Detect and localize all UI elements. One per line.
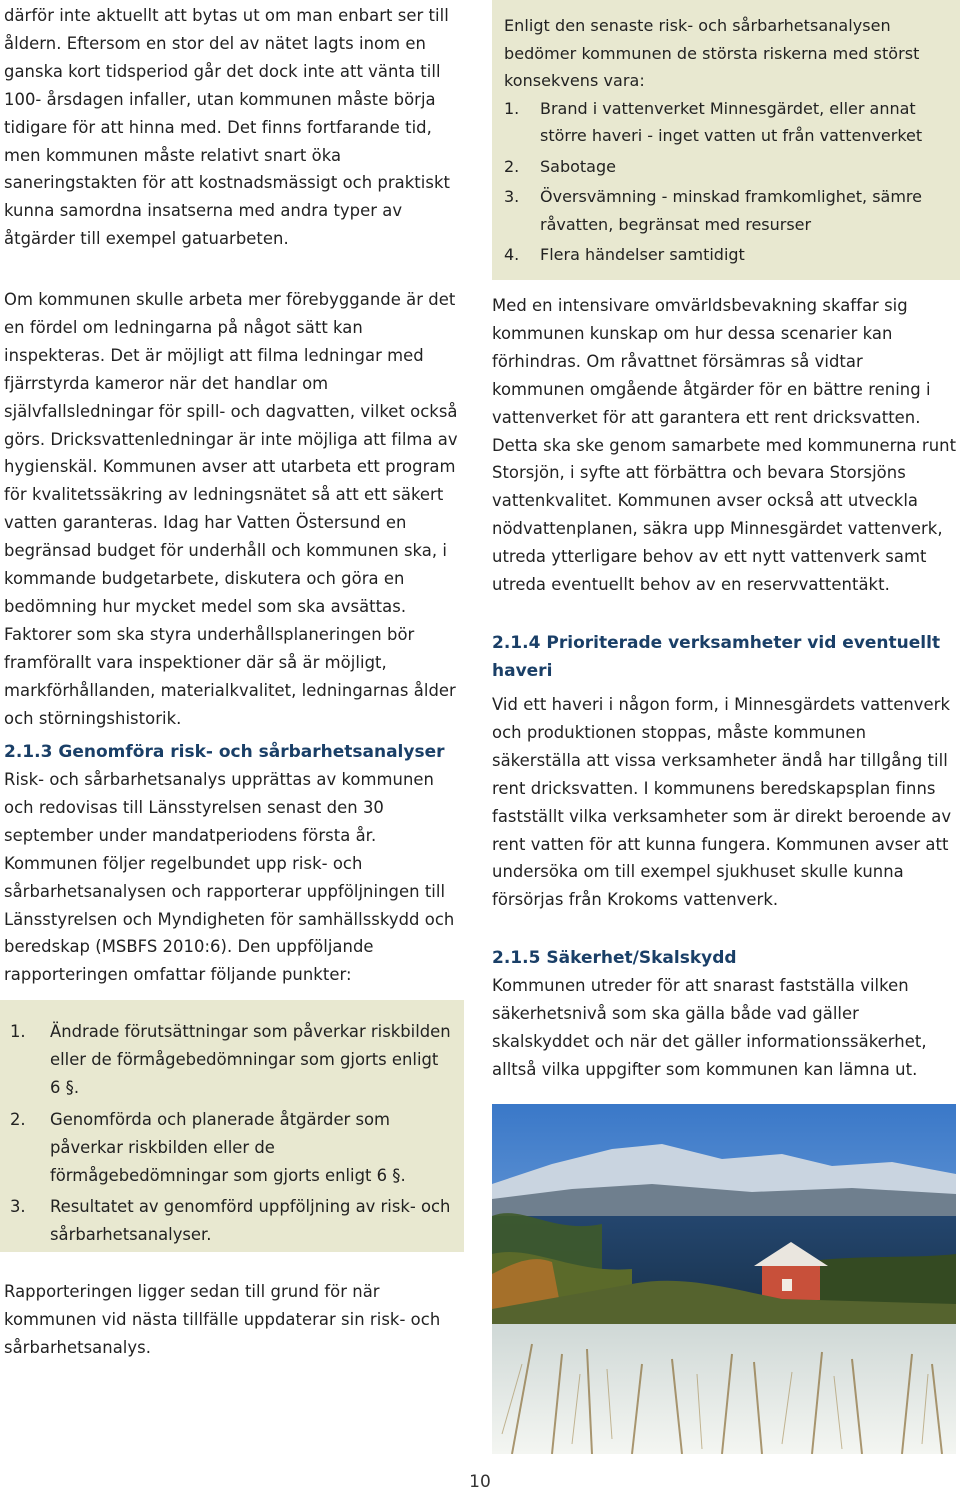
reporting-points-list	[6, 1018, 452, 1249]
left-paragraph-2: Om kommunen skulle arbeta mer förebyggande är det en fördel om ledningarna på något sätt kan inspekteras. Det är möjligt att filma ledningar med fjärrstyrda kameror när det handlar om självfallsledningar för spill- och dagvatten, vilket också görs. Dricksvattenledningar är inte möjliga att filma av hygienskäl. Kommunen avser att utarbeta ett program för kvalitetssäkring av ledningsnätet så att ett säkert vatten garanteras. Idag har Vatten Östersund en begränsad budget för underhåll och kommunen ska, i kommande budgetarbete, diskutera och göra en bedömning hur mycket medel som ska avsättas. Faktorer som ska styra underhållsplaneringen bör framförallt vara inspektioner där så är möjligt, markförhållanden, materialkvalitet, ledningarnas ålder och störningshistorik.	[4, 290, 458, 728]
section-2-1-4-body: Vid ett haveri i någon form, i Minnesgärdets vattenverk och produktionen stoppas, måste kommunen säkerställa att vissa verksamheter ändå har tillgång till rent dricksvatten. I kommunens beredskapsplan finns fastställt vilka verksamheter som är direkt beroende av rent vatten för att kunna fungera. Kommunen avser att undersöka om till exempel sjukhuset skulle kunna försörjas från Krokoms vattenverk.	[492, 694, 952, 910]
list-item: 3. Resultatet av genomförd uppföljning av risk- och sårbarhetsanalyser.	[10, 1197, 451, 1245]
list-item: 3. Översvämning - minskad framkomlighet, sämre råvatten, begränsat med resurser	[504, 187, 922, 234]
landscape-photo	[492, 1104, 956, 1454]
section-number: 2.1.4	[492, 632, 541, 653]
right-paragraph-1: Med en intensivare omvärldsbevakning skaffar sig kommunen kunskap om hur dessa scenarier kan förhindras. Om råvattnet försämras så vidtar kommunen omgående åtgärder för en bättre rening i vattenverket för att garantera ett rent dricksvatten. Detta ska ske genom samarbete med kommunerna runt Storsjön, i syfte att förbättra och bevara Storsjöns vattenkvalitet. Kommunen avser också att utveckla nödvattenplanen, säkra upp Minnesgärdet vattenverk, utreda ytterligare behov av ett nytt vattenverk samt utreda eventuellt behov av en reservvattentäkt.	[492, 296, 957, 595]
risk-summary-box	[492, 0, 960, 280]
section-heading-2-1-3	[4, 738, 464, 766]
section-title: Säkerhet/Skalskydd	[546, 948, 737, 969]
section-title: Genomföra risk- och sårbarhetsanalyser	[58, 742, 445, 762]
risk-box-intro: Enligt den senaste risk- och sårbarhetsanalysen bedömer kommunen de största riskerna med störst konsekvens vara:	[504, 16, 920, 90]
section-number: 2.1.5	[492, 948, 541, 969]
left-paragraph-after-box	[4, 1278, 460, 1362]
list-item: 2. Sabotage	[504, 156, 616, 176]
reporting-points-box	[0, 1000, 464, 1252]
list-item: 4. Flera händelser samtidigt	[504, 245, 745, 264]
list-item: 2. Genomförda och planerade åtgärder som påverkar riskbilden eller de förmågebedömningar som gjorts enligt 6 §.	[10, 1109, 406, 1185]
section-heading-2-1-4	[492, 629, 957, 685]
section-2-1-3-body: Risk- och sårbarhetsanalys upprättas av kommunen och redovisas till Länsstyrelsen senast den 30 september under mandatperiodens första år. Kommunen följer regelbundet upp risk- och sårbarhetsanalysen och rapporterar uppföljningen till Länsstyrelsen och Myndigheten för samhällsskydd och beredskap (MSBFS 2010:6). Den uppföljande rapporteringen omfattar följande punkter:	[4, 770, 455, 985]
right-column	[492, 292, 957, 1084]
list-item: 1. Ändrade förutsättningar som påverkar riskbilden eller de förmågebedömningar som gjorts enligt 6 §.	[10, 1022, 451, 1097]
left-paragraph-1: därför inte aktuellt att bytas ut om man enbart ser till åldern. Eftersom en stor del av nätet lagts inom en ganska kort tidsperiod går det dock inte att vänta till 100- årsdagen infaller, utan kommunen måste börja tidigare för att hinna med. Det finns fortfarande tid, men kommunen måste relativt snart öka saneringstakten för att kostnadsmässigt och praktiskt kunna samordna insatserna med andra typer av åtgärder till exempel gatuarbeten.	[4, 6, 450, 249]
left-column	[4, 0, 464, 985]
left-paragraph-3: Rapporteringen ligger sedan till grund för när kommunen vid nästa tillfälle uppdaterar sin risk- och sårbarhetsanalys.	[4, 1282, 441, 1357]
risk-list	[504, 95, 952, 269]
section-2-1-5-body: Kommunen utreder för att snarast fastställa vilken säkerhetsnivå som ska gälla både vad gäller skalskyddet och när det gäller informationssäkerhet, alltså vilka uppgifter som kommunen kan lämna ut.	[492, 976, 927, 1079]
list-item: 1. Brand i vattenverket Minnesgärdet, eller annat större haveri - inget vatten ut från vattenverket	[504, 98, 923, 145]
section-title: Prioriterade verksamheter vid eventuellt haveri	[492, 632, 941, 681]
section-number: 2.1.3	[4, 742, 53, 762]
section-heading-2-1-5	[492, 944, 957, 972]
page-number: 10	[469, 1472, 491, 1492]
